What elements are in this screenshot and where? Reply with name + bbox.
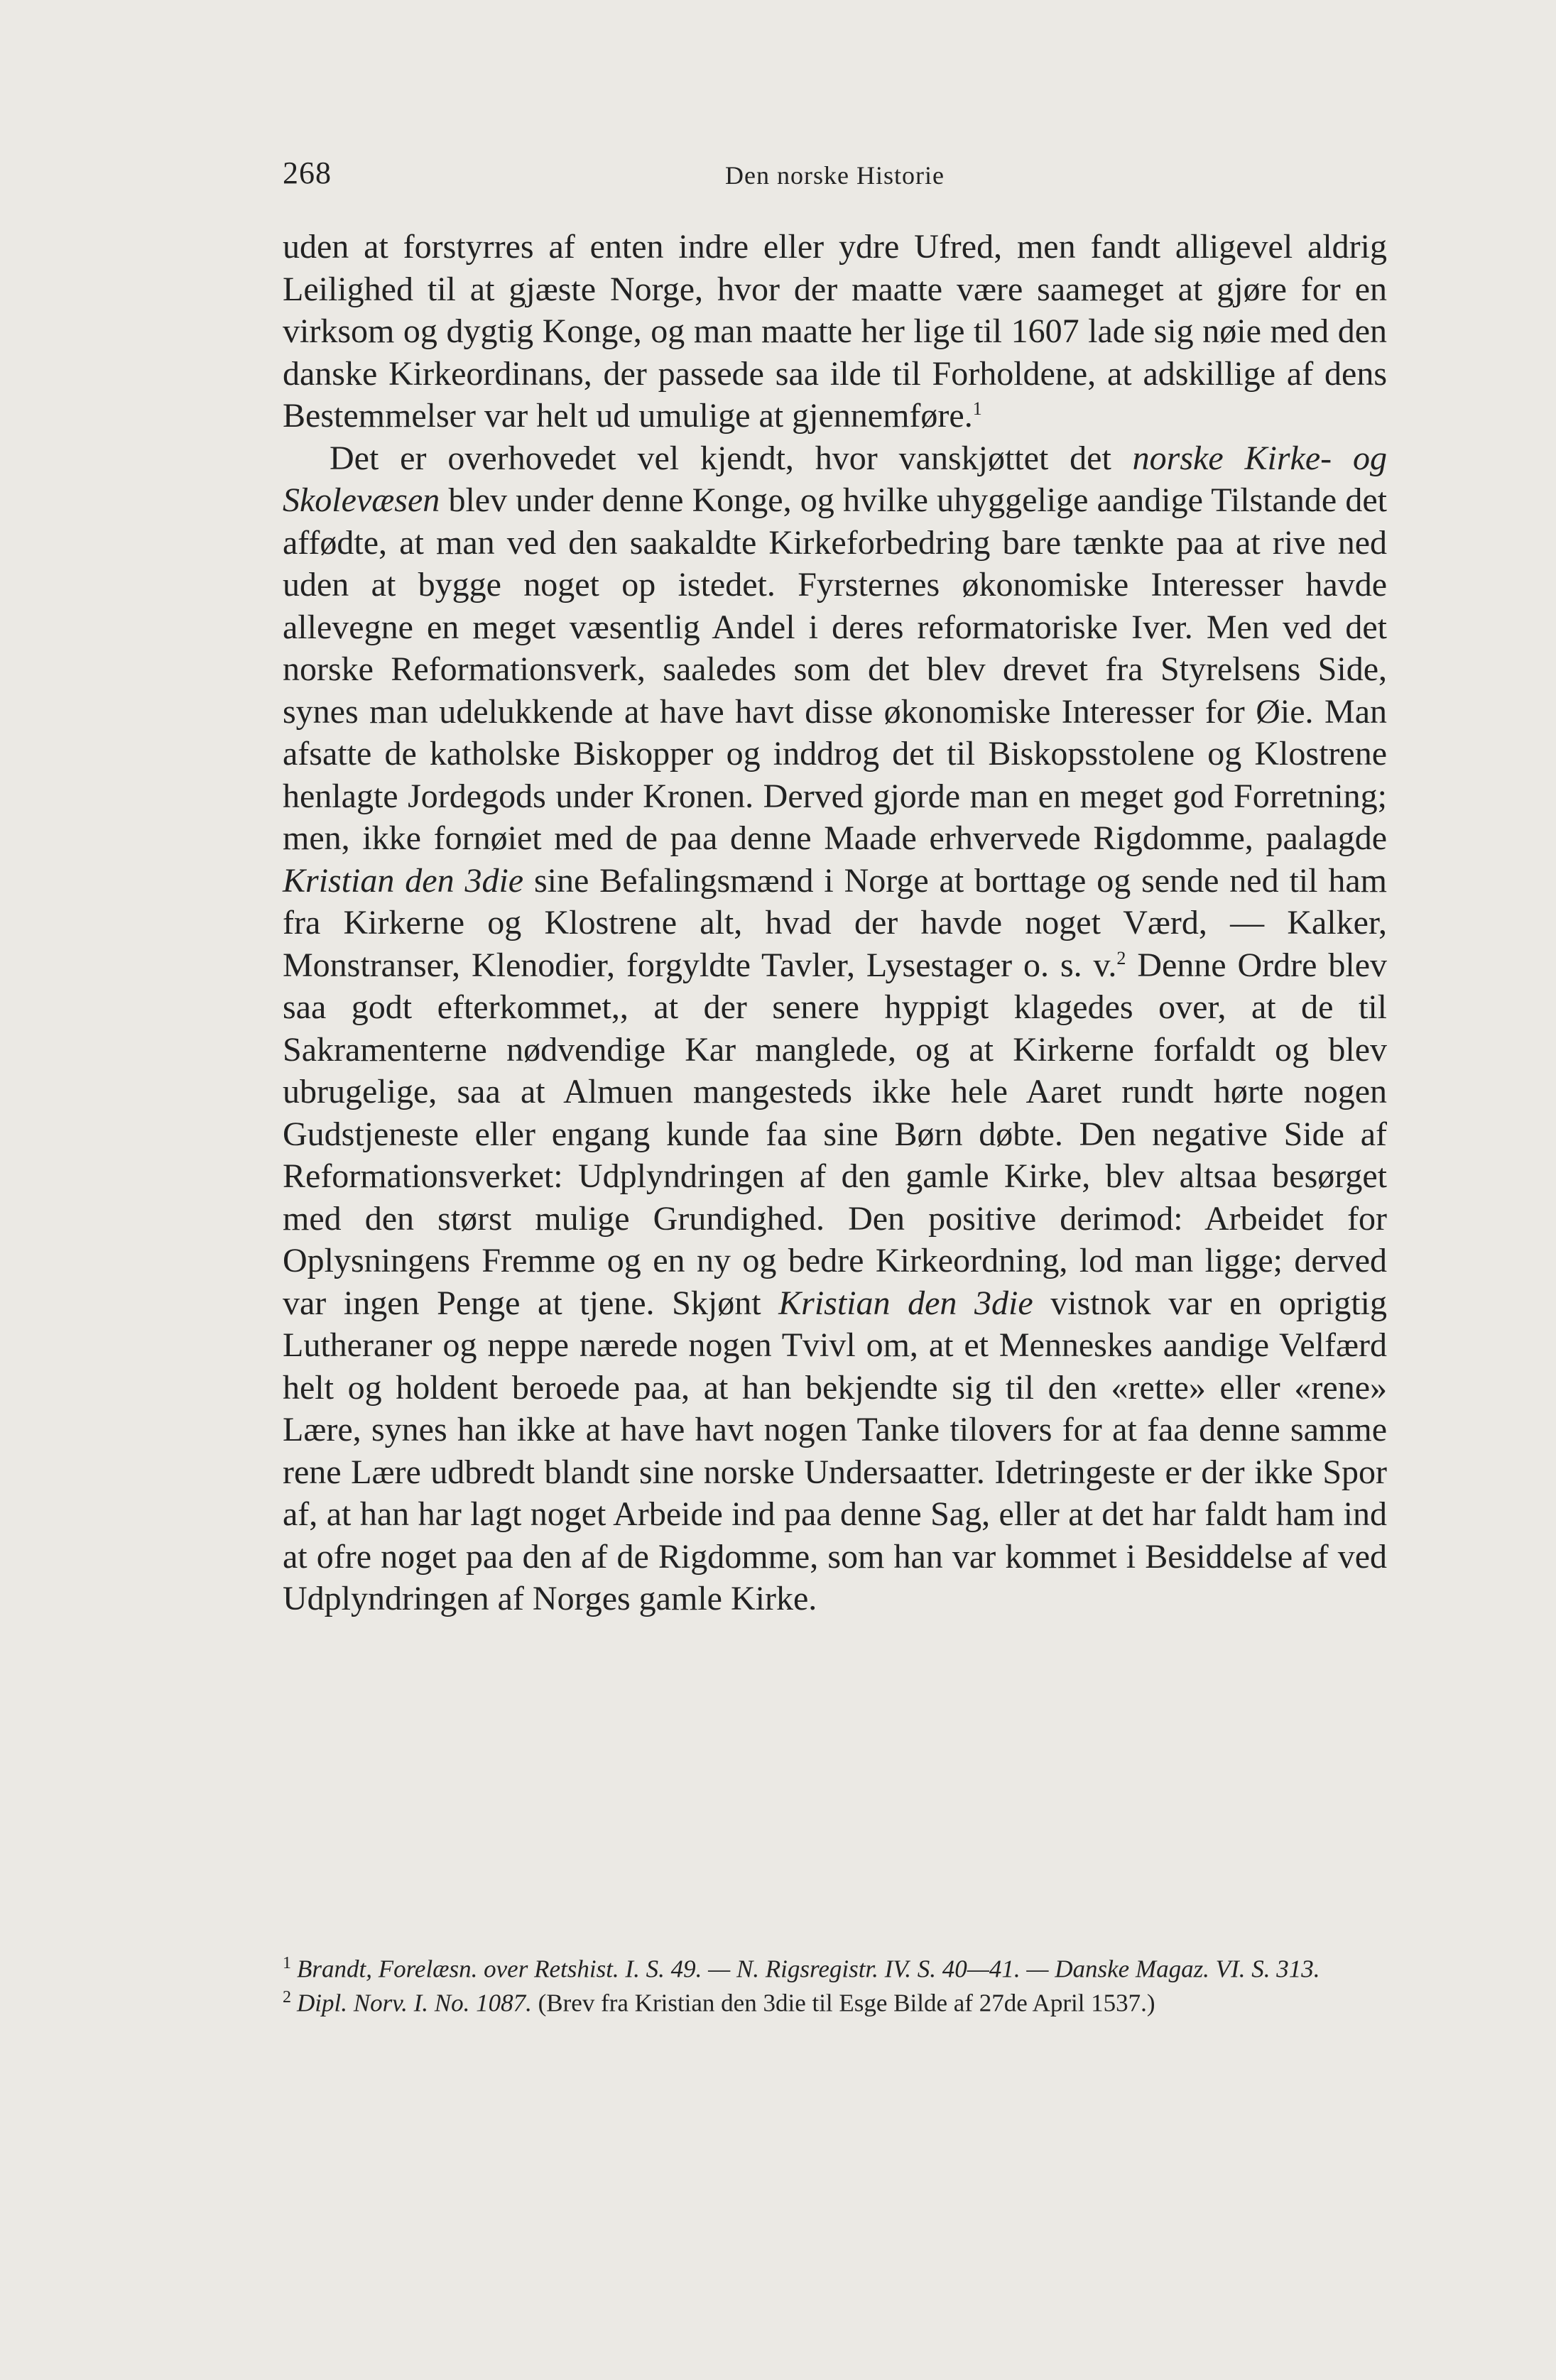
running-title: Den norske Historie bbox=[725, 161, 945, 190]
footnote-number: 1 bbox=[283, 1954, 291, 1972]
italic-text: Kristian den 3die bbox=[283, 861, 524, 900]
footnote-ref: 2 bbox=[1116, 947, 1126, 968]
italic-text: Dipl. Norv. I. No. 1087. bbox=[297, 1989, 532, 2017]
text-run: blev under denne Konge, og hvilke uhyggelige aandige Tilstande det affødte, at man ved den saakaldte Kirkeforbedring bare tænkte paa at rive ned uden at bygge noget op istedet. Fyrsternes økonomiske Interesser havde allevegne en meget væsentlig Andel i deres reformatoriske Iver. Men ved det norske Reformationsverk, saaledes som det blev drevet fra Styrelsens Side, synes man udelukkende at have havt disse økonomiske Interesser for Øie. Man afsatte de katholske Biskopper og inddrog det til Biskopsstolene og Klostrene henlagte Jordegods under Kronen. Derved gjorde man en meget god Forretning; men, ikke fornøiet med de paa denne Maade erhvervede Rigdomme, paalagde bbox=[283, 481, 1387, 857]
text-run: (Brev fra Kristian den 3die til Esge Bilde af 27de April 1537.) bbox=[531, 1989, 1155, 2017]
text-run: vistnok var en oprigtig Lutheraner og neppe nærede nogen Tvivl om, at et Menneskes aandige Velfærd helt og holdent beroede paa, at han bekjendte sig til den «rette» eller «rene» Lære, synes han ikke at have havt nogen Tanke tilovers for at faa denne samme rene Lære udbredt blandt sine norske Undersaatter. Idetringeste er der ikke Spor af, at han har lagt noget Arbeide ind paa denne Sag, eller at det har faldt ham ind at ofre noget paa den af de Rigdomme, som han var kommet i Besiddelse af ved Udplyndringen af Norges gamle Kirke. bbox=[283, 1284, 1387, 1617]
body-text bbox=[283, 226, 1387, 1620]
text-run: sine Befalingsmænd i Norge at borttage og sende ned til ham fra Kirkerne og Klostrene alt, hvad der havde noget Værd, — Kalker, Monstranser, Klenodier, forgyldte Tavler, Lysestager o. s. v. bbox=[283, 861, 1388, 984]
footnote-number: 2 bbox=[283, 1987, 291, 2007]
italic-text: Kristian den 3die bbox=[778, 1284, 1033, 1322]
text-run: Det er overhovedet vel kjendt, hvor vanskjøttet det bbox=[330, 439, 1133, 477]
italic-text: Brandt, Forelæsn. over Retshist. I. S. 49. — N. Rigsregistr. IV. S. 40—41. — Danske Magaz. VI. S. 313. bbox=[297, 1955, 1320, 1983]
paragraph bbox=[283, 226, 1387, 437]
page-number: 268 bbox=[283, 155, 332, 190]
footnote bbox=[283, 1950, 1387, 1983]
text-run: uden at forstyrres af enten indre eller ydre Ufred, men fandt alligevel aldrig Leilighed til at gjæste Norge, hvor der maatte være saameget at gjøre for en virksom og dygtig Konge, og man maatte her lige til 1607 lade sig nøie med den danske Kirkeordinans, der passede saa ilde til Forholdene, at adskillige af dens Bestemmelser var helt ud umulige at gjennemføre. bbox=[283, 228, 1387, 435]
footnotes bbox=[283, 1950, 1387, 2016]
page-header bbox=[283, 155, 1387, 204]
italic-text: norske Kirke- og Skolevæsen bbox=[283, 439, 1388, 519]
paragraph bbox=[283, 437, 1387, 1620]
footnote-ref: 1 bbox=[972, 398, 982, 419]
footnote bbox=[283, 1984, 1387, 2017]
text-run: Denne Ordre blev saa godt efterkommet,, at der senere hyppigt klagedes over, at de til Sakramenterne nødvendige Kar manglede, og at Kirkerne forfaldt og blev ubrugelige, saa at Almuen mangesteds ikke hele Aaret rundt hørte nogen Gudstjeneste eller engang kunde faa sine Børn døbte. Den negative Side af Reformationsverket: Udplyndringen af den gamle Kirke, blev altsaa besørget med den størst mulige Grundighed. Den positive derimod: Arbeidet for Oplysningens Fremme og en ny og bedre Kirkeordning, lod man ligge; derved var ingen Penge at tjene. Skjønt bbox=[283, 946, 1387, 1322]
